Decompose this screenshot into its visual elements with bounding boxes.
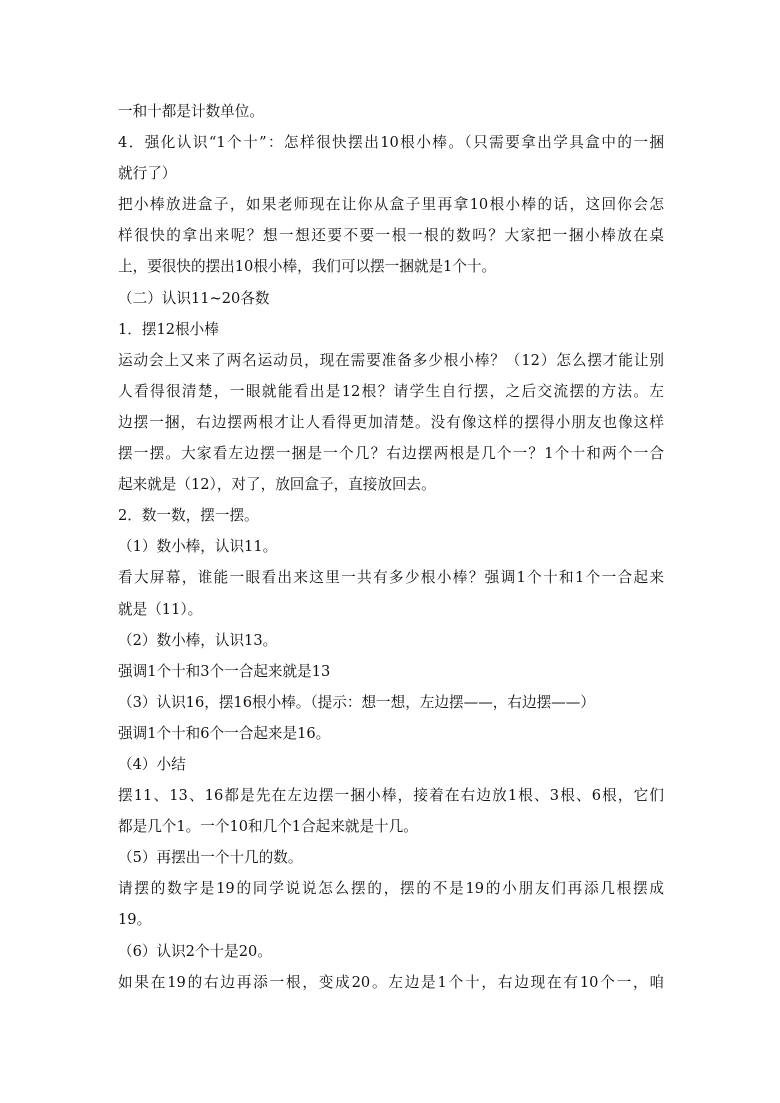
item-heading: （4）小结 (118, 755, 186, 773)
text-line: 一和十都是计数单位。 (118, 103, 264, 120)
text-line: 看大屏幕，谁能一眼看出来这里一共有多少根小棒？强调1个十和1个一合起来 (118, 569, 664, 587)
item-heading: （5）再摆出一个十几的数。 (118, 849, 303, 867)
text-line: 运动会上又来了两名运动员，现在需要准备多少根小棒？（12）怎么摆才能让别 (118, 351, 664, 369)
text-line: 就是（11）。 (118, 600, 203, 618)
text-line: 就行了） (118, 165, 177, 183)
text-line: 请摆的数字是19的同学说说怎么摆的，摆的不是19的小朋友们再添几根摆成 (118, 880, 664, 898)
subsection-heading: 2．数一数，摆一摆。 (118, 507, 259, 525)
text-line: 把小棒放进盒子，如果老师现在让你从盒子里再拿10根小棒的话，这回你会怎 (118, 196, 664, 214)
item-heading: （3）认识16，摆16根小棒。（提示：想一想，左边摆——，右边摆——） (118, 693, 595, 711)
text-line: 样很快的拿出来呢？想一想还要不要一根一根的数吗？大家把一捆小棒放在桌 (118, 227, 664, 245)
section-heading: （二）认识11~20各数 (118, 289, 270, 307)
item-heading: （2）数小棒，认识13。 (118, 631, 278, 649)
text-line: 摆一摆。大家看左边摆一捆是一个几？右边摆两根是几个一？1个十和两个一合 (118, 445, 664, 463)
text-line: 强调1个十和6个一合起来是16。 (118, 724, 331, 742)
text-line: 4．强化认识“1个十”：怎样很快摆出10根小棒。（只需要拿出学具盒中的一捆 (118, 134, 664, 152)
text-line: 人看得很清楚，一眼就能看出是12根？请学生自行摆，之后交流摆的方法。左 (118, 382, 664, 400)
text-line: 摆11、13、16都是先在左边摆一捆小棒，接着在右边放1根、3根、6根，它们 (118, 787, 664, 805)
text-line: 如果在19的右边再添一根，变成20。左边是1个十，右边现在有10个一，咱 (118, 973, 664, 991)
text-line: 起来就是（12），对了，放回盒子，直接放回去。 (118, 476, 436, 494)
text-line: 强调1个十和3个一合起来就是13 (118, 662, 331, 680)
text-line: 上，要很快的摆出10根小棒，我们可以摆一捆就是1个十。 (118, 258, 497, 276)
text-line: 19。 (118, 911, 152, 929)
text-line: 边摆一捆，右边摆两根才让人看得更加清楚。没有像这样的摆得小朋友也像这样 (118, 413, 664, 431)
item-heading: （6）认识2个十是20。 (118, 942, 272, 960)
document-body (118, 96, 664, 998)
subsection-heading: 1．摆12根小棒 (118, 320, 219, 338)
item-heading: （1）数小棒，认识11。 (118, 538, 278, 556)
text-line: 都是几个1。一个10和几个1合起来就是十几。 (118, 818, 418, 836)
